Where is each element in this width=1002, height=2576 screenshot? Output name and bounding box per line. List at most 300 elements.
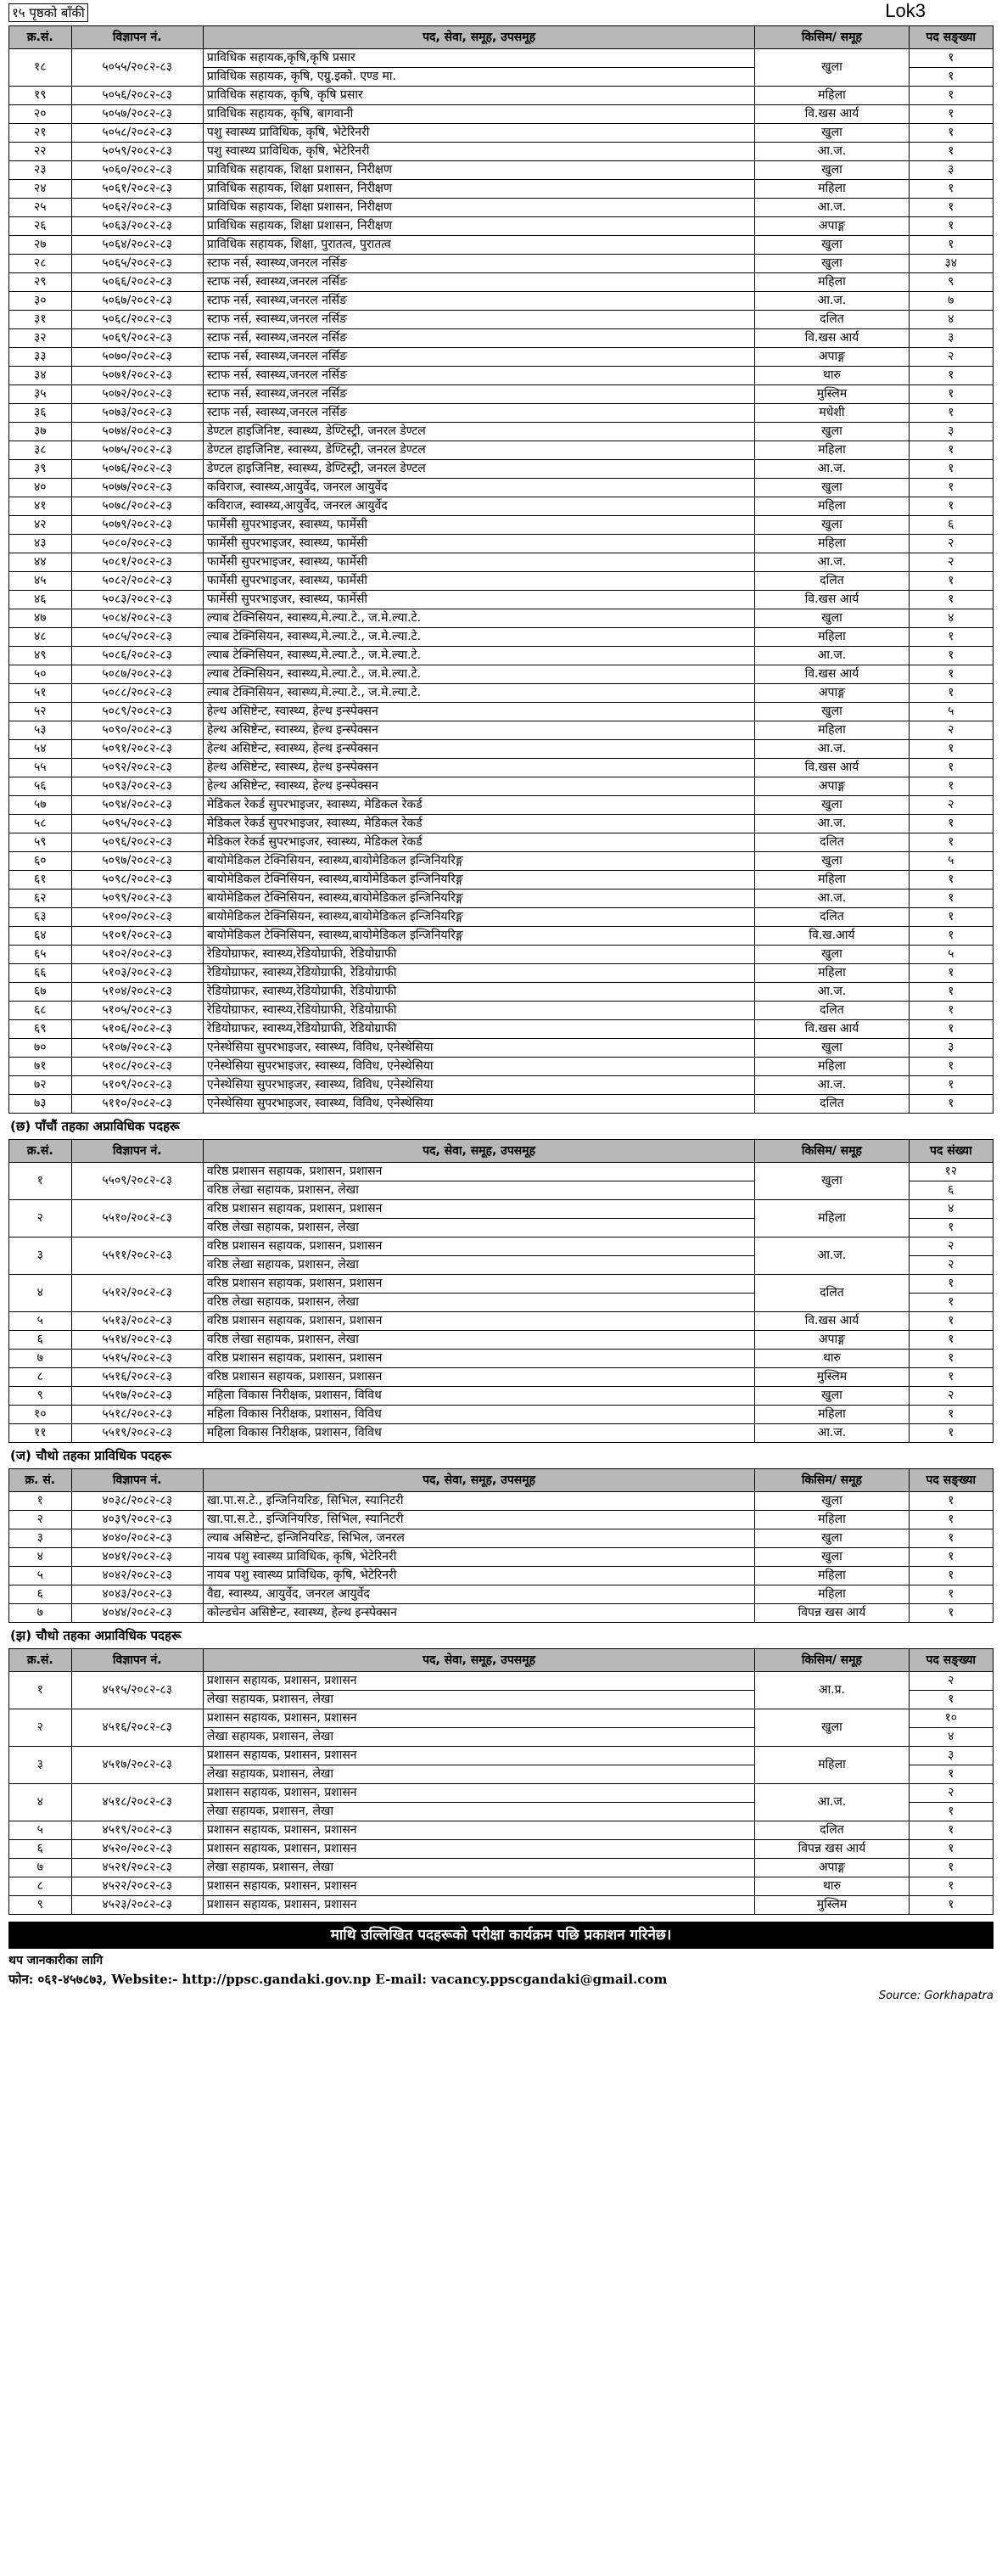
- column-header: क्र. सं.: [9, 1469, 72, 1492]
- serial-number: ३२: [9, 329, 72, 348]
- table-row: [9, 1896, 994, 1915]
- quota-type: दलित: [755, 1002, 909, 1020]
- post-count: १: [909, 1896, 993, 1915]
- table-row: [9, 404, 994, 423]
- post-description: स्टाफ नर्स, स्वास्थ्य,जनरल नर्सिङ: [203, 311, 754, 329]
- quota-type: महिला: [755, 721, 909, 740]
- quota-type: महिला: [755, 871, 909, 890]
- post-count: १: [909, 628, 993, 647]
- advertisement-number: ५०७९/२०८२-८३: [71, 516, 203, 535]
- advertisement-number: ५०८०/२०८२-८३: [71, 535, 203, 553]
- advertisement-number: ५०७६/२०८२-८३: [71, 460, 203, 479]
- post-description: वरिष्ठ लेखा सहायक, प्रशासन, लेखा: [203, 1294, 754, 1312]
- serial-number: ११: [9, 1424, 72, 1443]
- advertisement-number: ४५२२/२०८२-८३: [71, 1877, 203, 1896]
- post-description: ल्याब टेक्निसियन, स्वास्थ्य,मे.ल्या.टे., ज.मे.ल्या.टे.: [203, 665, 754, 684]
- column-header: किसिम/ समूह: [755, 1469, 909, 1492]
- post-description: रेडियोग्राफर, स्वास्थ्य,रेडियोग्राफी, रेडियोग्राफी: [203, 983, 754, 1002]
- quota-type: मधेशी: [755, 404, 909, 423]
- quota-type: खुला: [755, 255, 909, 273]
- serial-number: ५१: [9, 684, 72, 703]
- post-count: १: [909, 1275, 993, 1294]
- column-header: पद सङ्ख्या: [909, 1649, 993, 1672]
- quota-type: महिला: [755, 1567, 909, 1585]
- post-description: बायोमेडिकल टेक्निसियन, स्वास्थ्य,बायोमेडिकल इन्जिनियरिङ्ग: [203, 908, 754, 927]
- table-row: [9, 721, 994, 740]
- advertisement-number: ५१०८/२०८२-८३: [71, 1058, 203, 1076]
- post-description: स्टाफ नर्स, स्वास्थ्य,जनरल नर्सिङ: [203, 385, 754, 404]
- serial-number: ७१: [9, 1058, 72, 1076]
- post-description: ल्याब टेक्निसियन, स्वास्थ्य,मे.ल्या.टे., ज.मे.ल्या.टे.: [203, 628, 754, 647]
- table-row: [9, 1672, 994, 1691]
- serial-number: १: [9, 1163, 72, 1200]
- advertisement-number: ५१०४/२०८२-८३: [71, 983, 203, 1002]
- exam-notice: माथि उल्लिखित पदहरूको परीक्षा कार्यक्रम पछि प्रकाशन गरिनेछ।: [8, 1922, 994, 1949]
- post-description: रेडियोग्राफर, स्वास्थ्य,रेडियोग्राफी, रेडियोग्राफी: [203, 1020, 754, 1039]
- quota-type: आ.ज.: [755, 199, 909, 217]
- advertisement-number: ५०६४/२०८२-८३: [71, 236, 203, 255]
- column-header: पद, सेवा, समूह, उपसमूह: [203, 1140, 754, 1163]
- post-description: फार्मेसी सुपरभाइजर, स्वास्थ्य, फार्मेसी: [203, 535, 754, 553]
- advertisement-number: ४०४१/२०८२-८३: [71, 1548, 203, 1567]
- serial-number: ८: [9, 1368, 72, 1387]
- post-count: १: [909, 1585, 993, 1604]
- serial-number: ३: [9, 1237, 72, 1275]
- post-count: १: [909, 1821, 993, 1840]
- quota-type: दलित: [755, 572, 909, 591]
- advertisement-number: ४०३८/२०८२-८३: [71, 1492, 203, 1511]
- serial-number: २: [9, 1511, 72, 1529]
- serial-number: १९: [9, 87, 72, 105]
- advertisement-number: ४५१५/२०८२-८३: [71, 1672, 203, 1709]
- post-description: प्राविधिक सहायक, शिक्षा प्रशासन, निरीक्षण: [203, 199, 754, 217]
- table-row: [9, 329, 994, 348]
- post-description: वरिष्ठ प्रशासन सहायक, प्रशासन, प्रशासन: [203, 1350, 754, 1368]
- post-count: १: [909, 1002, 993, 1020]
- table-row: [9, 143, 994, 161]
- post-description: वरिष्ठ लेखा सहायक, प्रशासन, लेखा: [203, 1331, 754, 1350]
- quota-type: महिला: [755, 180, 909, 199]
- vacancy-table: [8, 1648, 994, 1915]
- column-header: किसिम/ समूह: [755, 1649, 909, 1672]
- advertisement-number: ५०६७/२०८२-८३: [71, 292, 203, 311]
- serial-number: ५६: [9, 777, 72, 796]
- post-description: वरिष्ठ प्रशासन सहायक, प्रशासन, प्रशासन: [203, 1163, 754, 1181]
- quota-type: आ.ज.: [755, 1784, 909, 1821]
- post-description: मेडिकल रेकर्ड सुपरभाइजर, स्वास्थ्य, मेडिकल रेकर्ड: [203, 833, 754, 852]
- quota-type: विपन्न खस आर्य: [755, 1840, 909, 1859]
- table-row: [9, 591, 994, 609]
- quota-type: वि.खस आर्य: [755, 329, 909, 348]
- post-count: १: [909, 871, 993, 890]
- post-count: १: [909, 815, 993, 833]
- post-count: १: [909, 1331, 993, 1350]
- table-row: [9, 647, 994, 665]
- post-description: वरिष्ठ प्रशासन सहायक, प्रशासन, प्रशासन: [203, 1368, 754, 1387]
- advertisement-number: ५०६६/२०८२-८३: [71, 273, 203, 292]
- quota-type: खुला: [755, 1548, 909, 1567]
- serial-number: ७२: [9, 1076, 72, 1095]
- serial-number: ५७: [9, 796, 72, 815]
- post-count: १: [909, 1424, 993, 1443]
- advertisement-number: ५०६३/२०८२-८३: [71, 217, 203, 236]
- quota-type: खुला: [755, 516, 909, 535]
- table-row: [9, 1350, 994, 1368]
- column-header: किसिम/ समूह: [755, 26, 909, 49]
- top-bar: [8, 0, 994, 25]
- advertisement-number: ५०६०/२०८२-८३: [71, 161, 203, 180]
- vacancy-table: [8, 25, 994, 1114]
- table-row: [9, 1840, 994, 1859]
- quota-type: मुस्लिम: [755, 1896, 909, 1915]
- continued-label: १५ पृष्ठको बाँकी: [8, 3, 88, 22]
- post-description: प्राविधिक सहायक, शिक्षा प्रशासन, निरीक्षण: [203, 180, 754, 199]
- quota-type: अपाङ्ग: [755, 684, 909, 703]
- quota-type: महिला: [755, 628, 909, 647]
- post-count: १: [909, 908, 993, 927]
- post-description: कोल्डचेन असिष्टेन्ट, स्वास्थ्य, हेल्थ इन्स्पेक्सन: [203, 1604, 754, 1623]
- quota-type: खुला: [755, 703, 909, 721]
- advertisement-number: ५५११/२०८२-८३: [71, 1237, 203, 1275]
- table-row: [9, 777, 994, 796]
- table-row: [9, 1567, 994, 1585]
- post-description: स्टाफ नर्स, स्वास्थ्य,जनरल नर्सिङ: [203, 367, 754, 385]
- post-count: ३४: [909, 255, 993, 273]
- table-row: [9, 87, 994, 105]
- quota-type: मुस्लिम: [755, 1368, 909, 1387]
- advertisement-number: ५०७२/२०८२-८३: [71, 385, 203, 404]
- post-count: १: [909, 1859, 993, 1877]
- post-count: १: [909, 87, 993, 105]
- post-count: ३: [909, 161, 993, 180]
- quota-type: दलित: [755, 1095, 909, 1114]
- quota-type: आ.ज.: [755, 1237, 909, 1275]
- quota-type: महिला: [755, 1747, 909, 1784]
- quota-type: दलित: [755, 1275, 909, 1312]
- post-count: १: [909, 217, 993, 236]
- post-description: वरिष्ठ प्रशासन सहायक, प्रशासन, प्रशासन: [203, 1275, 754, 1294]
- post-description: डेण्टल हाइजिनिष्ट, स्वास्थ्य, डेण्टिस्ट्री, जनरल डेण्टल: [203, 460, 754, 479]
- quota-type: खुला: [755, 1387, 909, 1406]
- post-description: एनेस्थेसिया सुपरभाइजर, स्वास्थ्य, विविध, एनेस्थेसिया: [203, 1039, 754, 1058]
- post-description: स्टाफ नर्स, स्वास्थ्य,जनरल नर्सिङ: [203, 292, 754, 311]
- serial-number: ९: [9, 1387, 72, 1406]
- serial-number: २२: [9, 143, 72, 161]
- serial-number: ८: [9, 1877, 72, 1896]
- quota-type: अपाङ्ग: [755, 1331, 909, 1350]
- section-heading: (ज) चौथो तहका प्राविधिक पदहरू: [10, 1448, 171, 1463]
- table-row: [9, 553, 994, 572]
- quota-type: वि.खस आर्य: [755, 759, 909, 777]
- post-description: कविराज, स्वास्थ्य,आयुर्वेद, जनरल आयुर्वेद: [203, 479, 754, 497]
- serial-number: ७: [9, 1859, 72, 1877]
- post-description: रेडियोग्राफर, स्वास्थ्य,रेडियोग्राफी, रेडियोग्राफी: [203, 1002, 754, 1020]
- post-description: रेडियोग्राफर, स्वास्थ्य,रेडियोग्राफी, रेडियोग्राफी: [203, 946, 754, 964]
- serial-number: ६५: [9, 946, 72, 964]
- quota-type: खुला: [755, 423, 909, 441]
- post-description: हेल्थ असिष्टेन्ट, स्वास्थ्य, हेल्थ इन्स्पेक्सन: [203, 703, 754, 721]
- serial-number: ४१: [9, 497, 72, 516]
- advertisement-number: ५१०७/२०८२-८३: [71, 1039, 203, 1058]
- table-row: [9, 124, 994, 143]
- advertisement-number: ५०५५/२०८२-८३: [71, 49, 203, 87]
- post-count: १: [909, 1058, 993, 1076]
- quota-type: आ.ज.: [755, 647, 909, 665]
- post-count: १: [909, 684, 993, 703]
- advertisement-number: ५०९७/२०८२-८३: [71, 852, 203, 871]
- quota-type: दलित: [755, 908, 909, 927]
- post-count: २: [909, 1237, 993, 1256]
- advertisement-number: ५०५६/२०८२-८३: [71, 87, 203, 105]
- advertisement-number: ५०७५/२०८२-८३: [71, 441, 203, 460]
- post-count: १: [909, 1840, 993, 1859]
- post-count: ५: [909, 946, 993, 964]
- post-count: १: [909, 1877, 993, 1896]
- post-count: २: [909, 1387, 993, 1406]
- advertisement-number: ५५१७/२०८२-८३: [71, 1387, 203, 1406]
- post-description: स्टाफ नर्स, स्वास्थ्य,जनरल नर्सिङ: [203, 404, 754, 423]
- advertisement-number: ५०८५/२०८२-८३: [71, 628, 203, 647]
- quota-type: अपाङ्ग: [755, 1859, 909, 1877]
- table-row: [9, 385, 994, 404]
- quota-type: महिला: [755, 441, 909, 460]
- post-description: प्राविधिक सहायक, शिक्षा, पुरातत्व, पुरातत्व: [203, 236, 754, 255]
- serial-number: ७०: [9, 1039, 72, 1058]
- quota-type: खुला: [755, 946, 909, 964]
- post-count: १: [909, 1803, 993, 1821]
- advertisement-number: ५०९८/२०८२-८३: [71, 871, 203, 890]
- serial-number: २८: [9, 255, 72, 273]
- advertisement-number: ५१०३/२०८२-८३: [71, 964, 203, 983]
- post-count: १: [909, 983, 993, 1002]
- table-row: [9, 1548, 994, 1567]
- post-count: १: [909, 964, 993, 983]
- table-row: [9, 311, 994, 329]
- serial-number: ३४: [9, 367, 72, 385]
- column-header: पद सङ्ख्या: [909, 26, 993, 49]
- serial-number: २६: [9, 217, 72, 236]
- serial-number: ६: [9, 1585, 72, 1604]
- post-count: १: [909, 890, 993, 908]
- post-description: डेण्टल हाइजिनिष्ट, स्वास्थ्य, डेण्टिस्ट्री, जनरल डेण्टल: [203, 423, 754, 441]
- post-count: १: [909, 199, 993, 217]
- post-description: खा.पा.स.टे., इन्जिनियरिङ, सिभिल, स्यानिटरी: [203, 1492, 754, 1511]
- quota-type: आ.ज.: [755, 292, 909, 311]
- serial-number: ६: [9, 1840, 72, 1859]
- source-credit: Source: Gorkhapatra: [878, 1990, 994, 2002]
- post-count: १: [909, 1567, 993, 1585]
- table-row: [9, 890, 994, 908]
- post-description: स्टाफ नर्स, स्वास्थ्य,जनरल नर्सिङ: [203, 348, 754, 367]
- advertisement-number: ५०८४/२०८२-८३: [71, 609, 203, 628]
- serial-number: १८: [9, 49, 72, 87]
- quota-type: आ.प्र.: [755, 1672, 909, 1709]
- post-count: १: [909, 1076, 993, 1095]
- post-description: हेल्थ असिष्टेन्ट, स्वास्थ्य, हेल्थ इन्स्पेक्सन: [203, 777, 754, 796]
- post-count: १: [909, 740, 993, 759]
- advertisement-number: ५५०९/२०८२-८३: [71, 1163, 203, 1200]
- email-link[interactable]: vacancy.ppscgandaki@gmail.com: [431, 1972, 668, 1987]
- post-count: ५: [909, 703, 993, 721]
- table-row: [9, 572, 994, 591]
- post-description: फार्मेसी सुपरभाइजर, स्वास्थ्य, फार्मेसी: [203, 591, 754, 609]
- serial-number: ४३: [9, 535, 72, 553]
- serial-number: ६२: [9, 890, 72, 908]
- post-count: ७: [909, 292, 993, 311]
- serial-number: ३१: [9, 311, 72, 329]
- post-description: बायोमेडिकल टेक्निसियन, स्वास्थ्य,बायोमेडिकल इन्जिनियरिङ्ग: [203, 890, 754, 908]
- quota-type: मुस्लिम: [755, 385, 909, 404]
- quota-type: वि.ख.आर्य: [755, 927, 909, 946]
- post-description: ल्याब टेक्निसियन, स्वास्थ्य,मे.ल्या.टे., ज.मे.ल्या.टे.: [203, 647, 754, 665]
- serial-number: ४२: [9, 516, 72, 535]
- table-row: [9, 292, 994, 311]
- post-count: १: [909, 1294, 993, 1312]
- table-row: [9, 1387, 994, 1406]
- column-header: पद संख्या: [909, 1140, 993, 1163]
- page: [8, 0, 994, 2002]
- quota-type: खुला: [755, 1709, 909, 1747]
- serial-number: ३३: [9, 348, 72, 367]
- quota-type: खुला: [755, 124, 909, 143]
- advertisement-number: ५०७७/२०८२-८३: [71, 479, 203, 497]
- quota-type: वि.खस आर्य: [755, 591, 909, 609]
- post-description: लेखा सहायक, प्रशासन, लेखा: [203, 1765, 754, 1784]
- advertisement-number: ५०७४/२०८२-८३: [71, 423, 203, 441]
- table-row: [9, 964, 994, 983]
- advertisement-number: ५०८९/२०८२-८३: [71, 703, 203, 721]
- serial-number: १: [9, 1672, 72, 1709]
- post-description: प्राविधिक सहायक, शिक्षा प्रशासन, निरीक्षण: [203, 217, 754, 236]
- post-count: ९: [909, 273, 993, 292]
- quota-type: महिला: [755, 1058, 909, 1076]
- advertisement-number: ४०४२/२०८२-८३: [71, 1567, 203, 1585]
- table-row: [9, 703, 994, 721]
- quota-type: वि.खस आर्य: [755, 1312, 909, 1331]
- quota-type: आ.ज.: [755, 815, 909, 833]
- quota-type: खुला: [755, 49, 909, 87]
- quota-type: थारु: [755, 1350, 909, 1368]
- advertisement-number: ५०६१/२०८२-८३: [71, 180, 203, 199]
- post-description: लेखा सहायक, प्रशासन, लेखा: [203, 1691, 754, 1709]
- advertisement-number: ५०९५/२०८२-८३: [71, 815, 203, 833]
- post-count: १: [909, 1350, 993, 1368]
- serial-number: ६१: [9, 871, 72, 890]
- post-count: १: [909, 1406, 993, 1424]
- post-description: वरिष्ठ लेखा सहायक, प्रशासन, लेखा: [203, 1181, 754, 1200]
- table-row: [9, 1877, 994, 1896]
- quota-type: आ.ज.: [755, 460, 909, 479]
- post-description: प्रशासन सहायक, प्रशासन, प्रशासन: [203, 1709, 754, 1728]
- advertisement-number: ५१०२/२०८२-८३: [71, 946, 203, 964]
- post-count: १०: [909, 1709, 993, 1728]
- table-row: [9, 1275, 994, 1294]
- post-description: ल्याब असिष्टेन्ट, इन्जिनियरिङ, सिभिल, जनरल: [203, 1529, 754, 1548]
- table-row: [9, 1406, 994, 1424]
- post-count: ३: [909, 423, 993, 441]
- post-count: १: [909, 777, 993, 796]
- post-description: स्टाफ नर्स, स्वास्थ्य,जनरल नर्सिङ: [203, 329, 754, 348]
- post-description: मेडिकल रेकर्ड सुपरभाइजर, स्वास्थ्य, मेडिकल रेकर्ड: [203, 796, 754, 815]
- serial-number: ७: [9, 1350, 72, 1368]
- post-count: ४: [909, 609, 993, 628]
- advertisement-number: ५१००/२०८२-८३: [71, 908, 203, 927]
- serial-number: ३: [9, 1529, 72, 1548]
- post-description: प्रशासन सहायक, प्रशासन, प्रशासन: [203, 1784, 754, 1803]
- post-count: १: [909, 1492, 993, 1511]
- table-row: [9, 1095, 994, 1114]
- column-header: विज्ञापन नं.: [71, 26, 203, 49]
- serial-number: ६७: [9, 983, 72, 1002]
- serial-number: ५९: [9, 833, 72, 852]
- post-count: १: [909, 665, 993, 684]
- post-description: ल्याब टेक्निसियन, स्वास्थ्य,मे.ल्या.टे., ज.मे.ल्या.टे.: [203, 684, 754, 703]
- more-info-label: थप जानकारीका लागि: [8, 1954, 104, 1967]
- serial-number: ४८: [9, 628, 72, 647]
- column-header: क्र.सं.: [9, 1649, 72, 1672]
- serial-number: ५२: [9, 703, 72, 721]
- table-row: [9, 217, 994, 236]
- advertisement-number: ५५१३/२०८२-८३: [71, 1312, 203, 1331]
- post-description: महिला विकास निरीक्षक, प्रशासन, विविध: [203, 1424, 754, 1443]
- post-count: १: [909, 479, 993, 497]
- advertisement-number: ५०६८/२०८२-८३: [71, 311, 203, 329]
- table-row: [9, 1331, 994, 1350]
- table-row: [9, 367, 994, 385]
- quota-type: खुला: [755, 609, 909, 628]
- table-header-row: [9, 1469, 994, 1492]
- advertisement-number: ५१०६/२०८२-८३: [71, 1020, 203, 1039]
- quota-type: आ.ज.: [755, 553, 909, 572]
- post-description: प्रशासन सहायक, प्रशासन, प्रशासन: [203, 1877, 754, 1896]
- quota-type: खुला: [755, 479, 909, 497]
- post-count: ४: [909, 1200, 993, 1219]
- column-header: पद सङ्ख्या: [909, 1469, 993, 1492]
- post-count: १: [909, 1765, 993, 1784]
- post-count: १: [909, 927, 993, 946]
- serial-number: ५: [9, 1821, 72, 1840]
- advertisement-number: ४५२१/२०८२-८३: [71, 1859, 203, 1877]
- post-description: वरिष्ठ लेखा सहायक, प्रशासन, लेखा: [203, 1256, 754, 1275]
- quota-type: आ.ज.: [755, 890, 909, 908]
- table-row: [9, 815, 994, 833]
- post-count: १: [909, 1529, 993, 1548]
- vacancy-table: [8, 1139, 994, 1443]
- website-link[interactable]: http://ppsc.gandaki.gov.np: [182, 1972, 372, 1987]
- post-description: हेल्थ असिष्टेन्ट, स्वास्थ्य, हेल्थ इन्स्पेक्सन: [203, 759, 754, 777]
- post-description: फार्मेसी सुपरभाइजर, स्वास्थ्य, फार्मेसी: [203, 553, 754, 572]
- advertisement-number: ५०८६/२०८२-८३: [71, 647, 203, 665]
- advertisement-number: ५१०१/२०८२-८३: [71, 927, 203, 946]
- serial-number: ३५: [9, 385, 72, 404]
- serial-number: ३०: [9, 292, 72, 311]
- quota-type: महिला: [755, 535, 909, 553]
- table-row: [9, 1424, 994, 1443]
- post-count: २: [909, 535, 993, 553]
- phone-label: फोन: ०६१-४५७८७३, Website:-: [8, 1972, 178, 1987]
- table-row: [9, 1604, 994, 1623]
- serial-number: १: [9, 1492, 72, 1511]
- post-count: १: [909, 1219, 993, 1237]
- advertisement-number: ५०७३/२०८२-८३: [71, 404, 203, 423]
- serial-number: ७: [9, 1604, 72, 1623]
- advertisement-number: ५०८८/२०८२-८३: [71, 684, 203, 703]
- post-description: मेडिकल रेकर्ड सुपरभाइजर, स्वास्थ्य, मेडिकल रेकर्ड: [203, 815, 754, 833]
- serial-number: ३८: [9, 441, 72, 460]
- post-count: २: [909, 721, 993, 740]
- serial-number: ६: [9, 1331, 72, 1350]
- table-row: [9, 1039, 994, 1058]
